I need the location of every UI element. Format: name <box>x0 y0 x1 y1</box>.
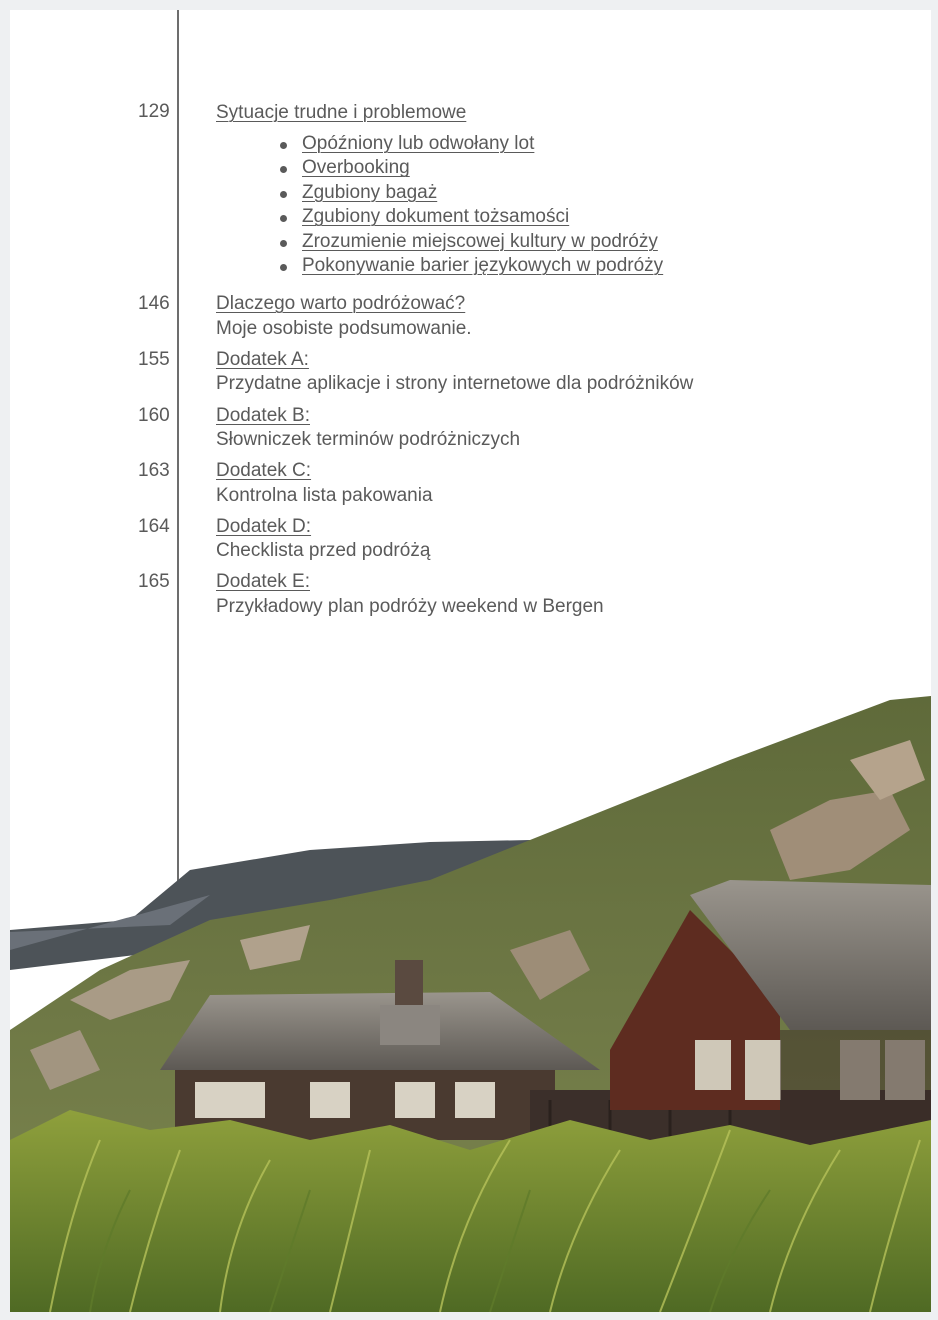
toc-subitem-list <box>280 132 663 278</box>
bullet-icon <box>280 166 287 173</box>
toc-title-link[interactable]: Dodatek A: <box>216 349 309 370</box>
toc-subitem[interactable]: Pokonywanie barier językowych w podróży <box>280 254 663 278</box>
toc-title-link[interactable]: Dlaczego warto podróżować? <box>216 293 466 314</box>
toc-description: Słowniczek terminów podróżniczych <box>216 429 521 450</box>
toc-page-number: 155 <box>138 349 170 370</box>
toc-description: Checklista przed podróżą <box>216 540 431 561</box>
toc-title-link[interactable]: Dodatek E: <box>216 571 310 592</box>
toc-description: Kontrolna lista pakowania <box>216 485 433 506</box>
bullet-icon <box>280 215 287 222</box>
toc-subitem[interactable]: Overbooking <box>280 156 663 180</box>
toc-page-number: 146 <box>138 293 170 314</box>
toc-title-link[interactable]: Dodatek D: <box>216 516 312 537</box>
toc-title-link[interactable]: Dodatek C: <box>216 460 312 481</box>
toc-page <box>10 10 931 1312</box>
toc-subitem[interactable]: Zrozumienie miejscowej kultury w podróży <box>280 230 663 254</box>
toc-page-number: 163 <box>138 460 170 481</box>
toc-page-number: 164 <box>138 516 170 537</box>
toc-page-number: 165 <box>138 571 170 592</box>
toc-page-number: 129 <box>138 101 170 122</box>
toc-subitem[interactable]: Zgubiony bagaż <box>280 181 663 205</box>
toc-subitem[interactable]: Opóźniony lub odwołany lot <box>280 132 663 156</box>
toc-page-number: 160 <box>138 405 170 426</box>
table-of-contents <box>10 10 931 650</box>
toc-title-link[interactable]: Dodatek B: <box>216 405 310 426</box>
bullet-icon <box>280 264 287 271</box>
bullet-icon <box>280 240 287 247</box>
bullet-icon <box>280 191 287 198</box>
toc-title-link[interactable]: Sytuacje trudne i problemowe <box>216 102 467 123</box>
toc-description: Moje osobiste podsumowanie. <box>216 318 472 339</box>
bullet-icon <box>280 142 287 149</box>
landscape-photo <box>10 670 931 1312</box>
toc-subitem[interactable]: Zgubiony dokument tożsamości <box>280 205 663 229</box>
toc-description: Przykładowy plan podróży weekend w Bergen <box>216 596 604 617</box>
toc-description: Przydatne aplikacje i strony internetowe dla podróżników <box>216 373 694 394</box>
